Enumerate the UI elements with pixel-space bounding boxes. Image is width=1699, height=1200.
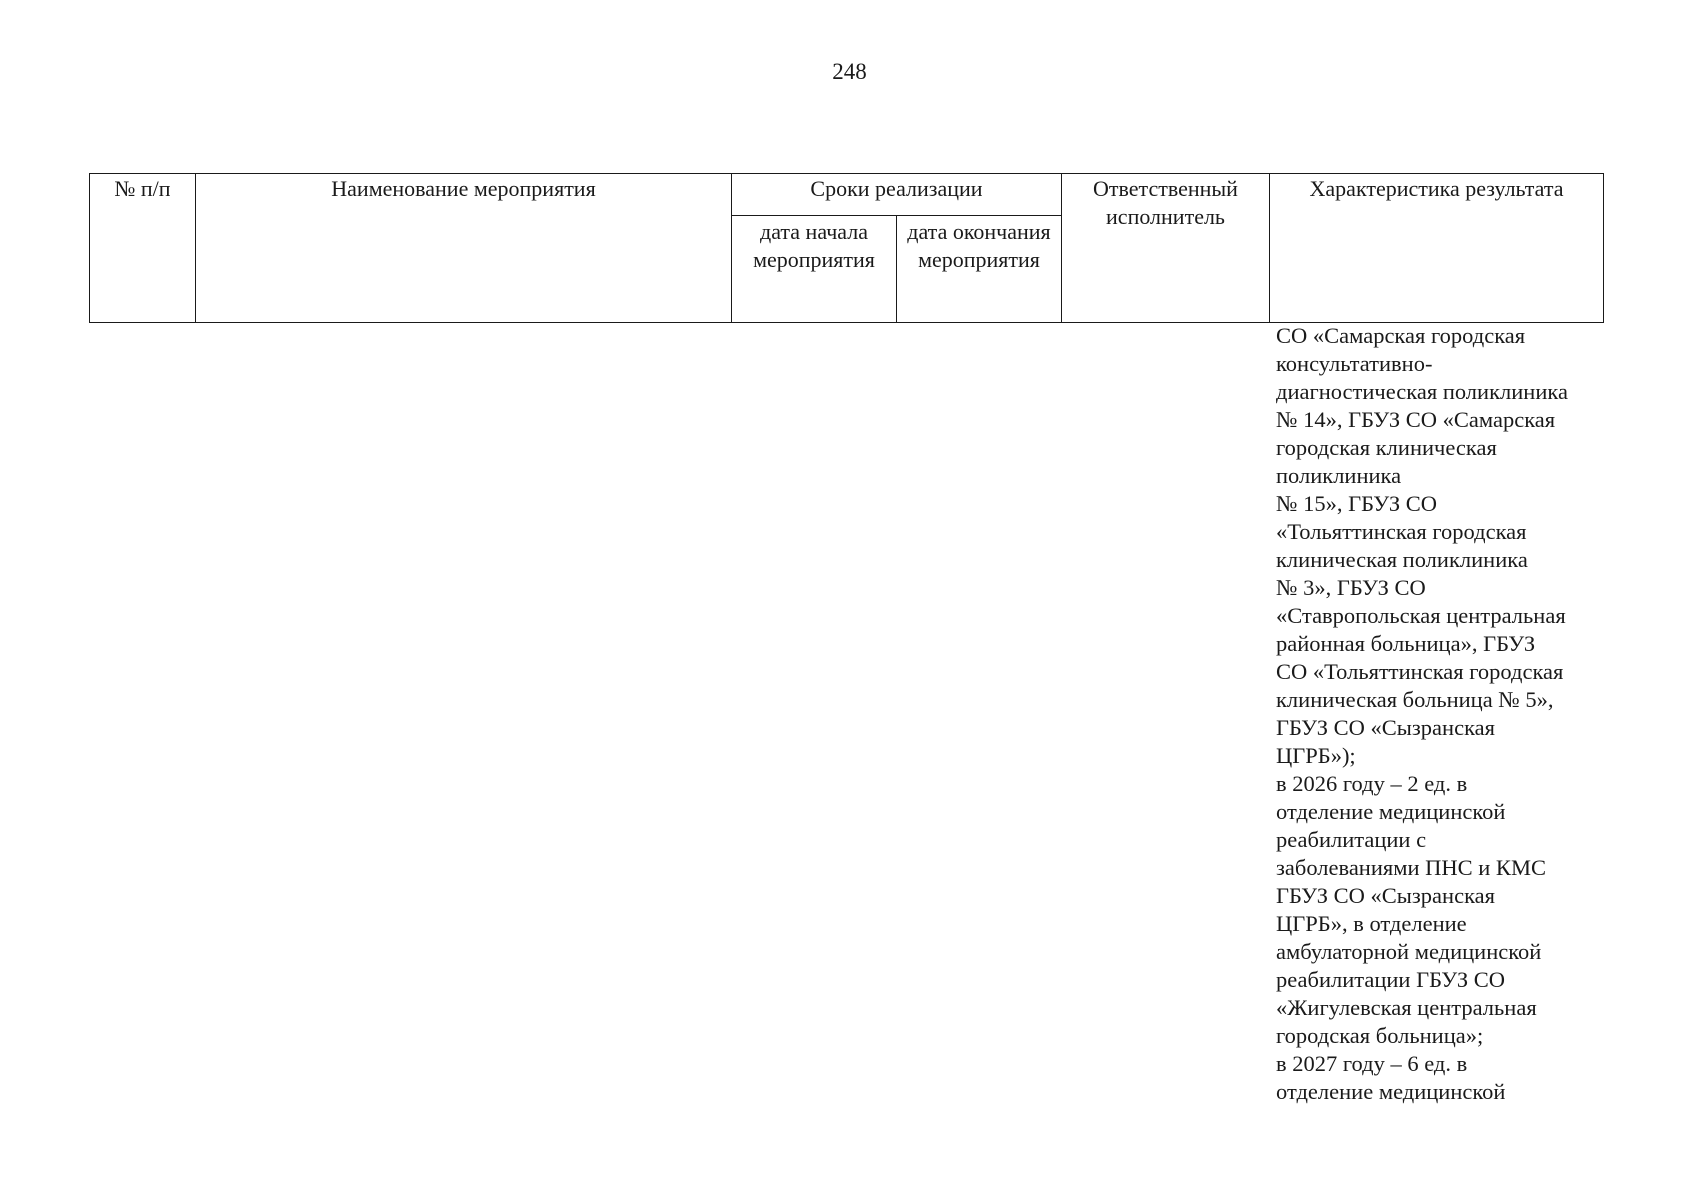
- col-header-event-name: Наименование мероприятия: [196, 174, 732, 323]
- col-header-executor: Ответственный исполнитель: [1062, 174, 1270, 323]
- table-header: [89, 173, 1604, 323]
- page-number: 248: [832, 59, 867, 84]
- col-header-period: Сроки реализации: [732, 174, 1062, 216]
- result-characteristic-text: СО «Самарская городская консультативно- диагностическая поликлиника № 14», ГБУЗ СО «Самарская городская клиническая поликлиника № 15», ГБУЗ СО «Тольяттинская городская клиническая поликлиника № 3», ГБУЗ СО «Ставропольская центральная районная больница», ГБУЗ СО «Тольяттинская городская клиническая больница № 5», ГБУЗ СО «Сызранская ЦГРБ»); в 2026 году – 2 ед. в отделение медицинской реабилитации с заболеваниями ПНС и КМС ГБУЗ СО «Сызранская ЦГРБ», в отделение амбулаторной медицинской реабилитации ГБУЗ СО «Жигулевская центральная городская больница»; в 2027 году – 6 ед. в отделение медицинской: [1276, 323, 1568, 1104]
- col-header-end-date: дата окончания мероприятия: [897, 216, 1062, 323]
- col-header-result: Характеристика результата: [1270, 174, 1604, 323]
- col-header-number: № п/п: [90, 174, 196, 323]
- col-header-start-date: дата начала мероприятия: [732, 216, 897, 323]
